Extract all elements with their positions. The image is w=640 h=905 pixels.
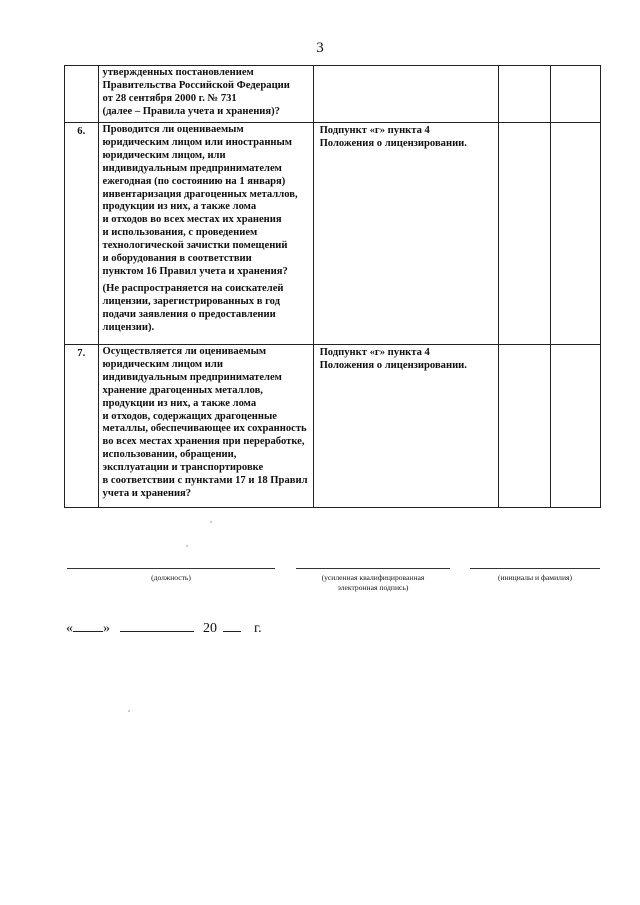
year-prefix: 20 <box>203 621 217 636</box>
answer-cell <box>550 345 600 508</box>
question-note: (Не распространяется на соискателей лицензии, зарегистрированных в год подачи заявления о предоставлении лицензии). <box>102 282 284 333</box>
year-blank <box>223 617 241 632</box>
name-caption: (инициалы и фамилия) <box>497 573 573 582</box>
position-signature-field <box>67 568 275 583</box>
row-number-cell <box>65 66 99 123</box>
scan-speck <box>128 710 130 712</box>
scan-speck <box>186 545 188 547</box>
question-text: Осуществляется ли оцениваемым юридическим лицом или индивидуальным предпринимателем хранение драгоценных металлов, продукции из них, а также лома и отходов, содержащих драгоценные металлы, обеспечивающее их сохранность во всех местах хранения при переработке, использовании, обращении, эксплуатации и транспортировке в соответствии с пунктами 17 и 18 Правил учета и хранения? <box>102 346 308 499</box>
row-number-cell: 6. <box>65 123 99 345</box>
reference-cell <box>313 345 498 508</box>
legal-reference: Подпункт «г» пункта 4 Положения о лицензировании. <box>319 125 467 149</box>
question-text: Проводится ли оцениваемым юридическим лицом или иностранным юридическим лицом, или индивидуальным предпринимателем ежегодная (по состоянию на 1 января) инвентаризация драгоценных металлов, продукции из них, а также лома и отходов во всех местах их хранения и использования, с проведением технологической зачистки помещений и оборудования в соответствии пунктом 16 Правил учета и хранения? (Не распространяется на соискателей лицензии, зарегистрированных в год подачи заявления о предоставлении лицензии). <box>99 123 313 337</box>
position-caption: (должность) <box>151 573 191 582</box>
answer-cell <box>550 123 600 345</box>
reference-cell <box>313 66 498 123</box>
question-cell <box>98 123 313 345</box>
open-quote: « <box>66 621 73 636</box>
table-row <box>65 66 601 123</box>
row-number-cell: 7. <box>65 345 99 508</box>
answer-cell <box>498 123 550 345</box>
reference-cell <box>313 123 498 345</box>
inspection-checklist-table <box>64 65 601 508</box>
date-line <box>66 617 262 637</box>
year-suffix: г. <box>254 621 262 636</box>
legal-reference: Подпункт «г» пункта 4 Положения о лицензировании. <box>319 347 467 371</box>
scan-speck <box>210 521 212 523</box>
name-signature-field <box>470 568 600 583</box>
answer-cell <box>498 345 550 508</box>
answer-cell <box>498 66 550 123</box>
question-text: утвержденных постановлением Правительства Российской Федерации от 28 сентября 2000 г. № 731 (далее – Правила учета и хранения)? <box>102 67 290 117</box>
day-blank <box>73 617 103 632</box>
digital-signature-field <box>296 568 450 593</box>
month-blank <box>120 617 194 632</box>
answer-cell <box>550 66 600 123</box>
question-cell <box>98 345 313 508</box>
page-number: 3 <box>316 40 324 56</box>
question-cell <box>98 66 313 123</box>
table-row <box>65 345 601 508</box>
signature-caption: (усиленная квалифицированная электронная подпись) <box>321 573 425 592</box>
table-row <box>65 123 601 345</box>
close-quote: » <box>103 621 110 636</box>
